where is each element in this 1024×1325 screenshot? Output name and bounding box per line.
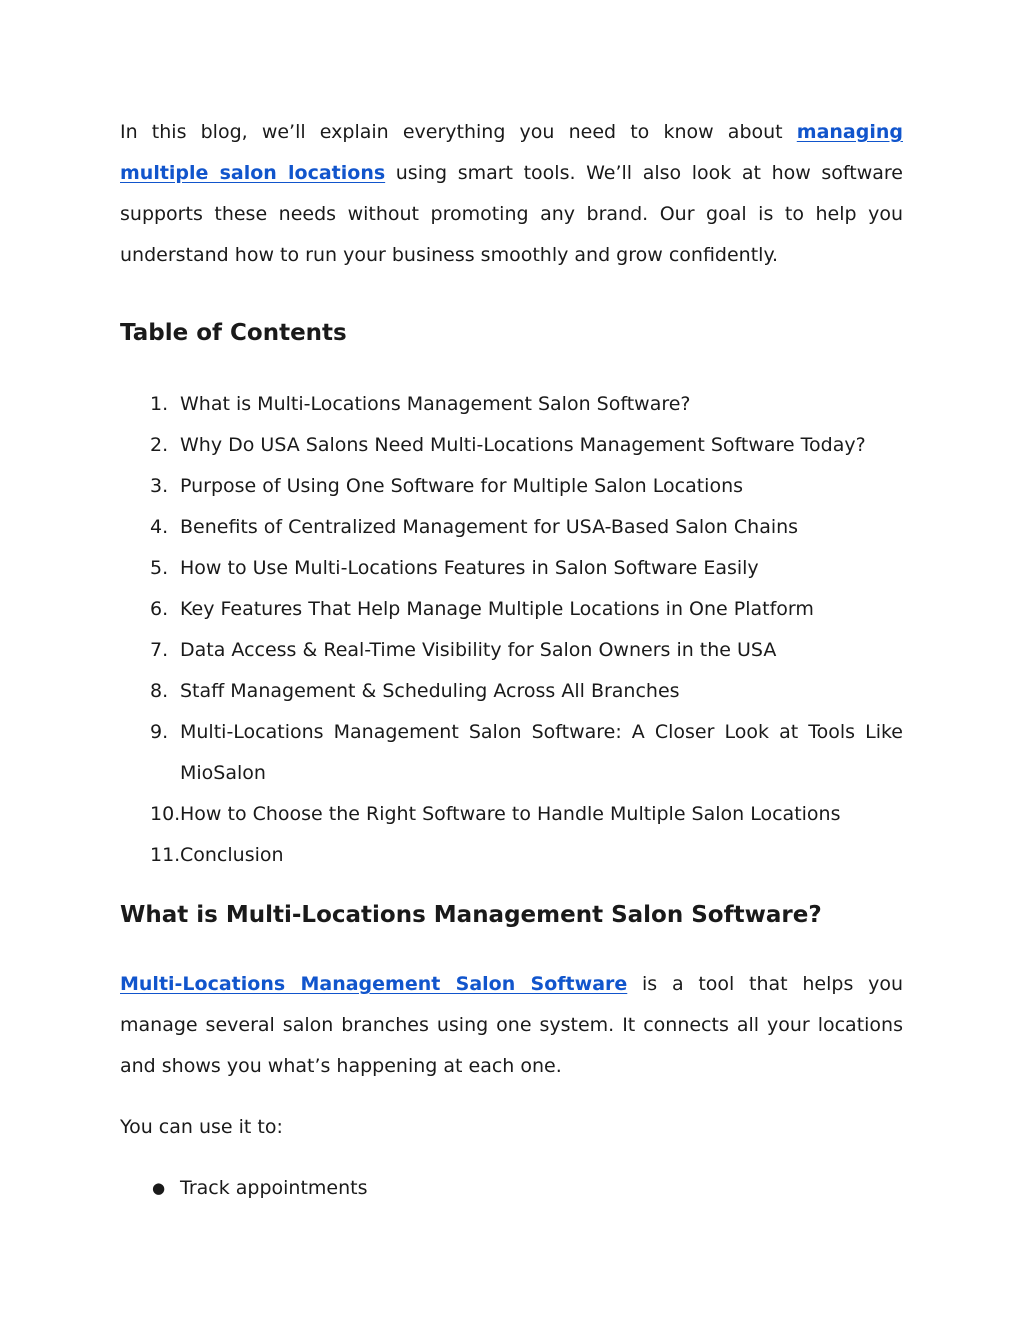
toc-item-number: 1. <box>150 393 169 415</box>
managing-multiple-salon-locations-link[interactable]: managing multiple salon locations <box>120 121 903 184</box>
toc-item <box>120 384 903 425</box>
section-text-after: is a tool that helps you manage several salon branches using one system. It connects all your locations and shows you what’s happening at each one. <box>120 973 903 1077</box>
toc-item-number: 5. <box>150 557 169 579</box>
toc-item-text: Benefits of Centralized Management for USA-Based Salon Chains <box>180 516 799 538</box>
toc-item-number: 11. <box>150 844 181 866</box>
toc-heading: Table of Contents <box>120 320 347 346</box>
toc-item <box>120 589 903 630</box>
bullet-dot-icon: ● <box>152 1179 166 1197</box>
toc-list <box>120 384 903 876</box>
toc-item-text: What is Multi-Locations Management Salon Software? <box>180 393 691 415</box>
toc-item-number: 7. <box>150 639 169 661</box>
toc-item-number: 2. <box>150 434 169 456</box>
toc-item <box>120 466 903 507</box>
toc-item-number: 6. <box>150 598 169 620</box>
toc-item-text: How to Use Multi-Locations Features in Salon Software Easily <box>180 557 759 579</box>
toc-item-text: Why Do USA Salons Need Multi-Locations Management Software Today? <box>180 434 866 456</box>
toc-item-number: 8. <box>150 680 169 702</box>
bullet-item-text: Track appointments <box>180 1177 368 1199</box>
toc-item <box>120 425 903 466</box>
toc-item-text: Conclusion <box>180 844 284 866</box>
intro-text-after: using smart tools. We’ll also look at how software supports these needs without promoting any brand. Our goal is to help you understand how to run your business smoothly and grow confidently. <box>120 162 903 266</box>
bullet-item <box>120 1168 903 1209</box>
multi-locations-software-link[interactable]: Multi-Locations Management Salon Software <box>120 973 628 995</box>
feature-bullet-list <box>120 1168 903 1209</box>
toc-item <box>120 794 903 835</box>
toc-item-number: 9. <box>150 721 169 743</box>
document-page <box>120 112 903 1209</box>
toc-item-number: 4. <box>150 516 169 538</box>
toc-item-text: Purpose of Using One Software for Multiple Salon Locations <box>180 475 744 497</box>
toc-item-text: Data Access & Real-Time Visibility for Salon Owners in the USA <box>180 639 777 661</box>
section-heading: What is Multi-Locations Management Salon Software? <box>120 902 822 928</box>
section-paragraph <box>120 964 903 1087</box>
intro-paragraph <box>120 112 903 276</box>
toc-item <box>120 835 903 876</box>
toc-item <box>120 671 903 712</box>
you-can-use-text: You can use it to: <box>120 1116 283 1138</box>
toc-item <box>120 548 903 589</box>
toc-item-number: 3. <box>150 475 169 497</box>
toc-item-text: How to Choose the Right Software to Handle Multiple Salon Locations <box>180 803 841 825</box>
toc-item <box>120 507 903 548</box>
toc-item-text: Multi-Locations Management Salon Software: A Closer Look at Tools Like MioSalon <box>180 721 903 784</box>
toc-item-number: 10. <box>150 803 181 825</box>
intro-text-before: In this blog, we’ll explain everything you need to know about <box>120 121 797 143</box>
toc-item <box>120 630 903 671</box>
toc-item-text: Staff Management & Scheduling Across All Branches <box>180 680 680 702</box>
toc-item-text: Key Features That Help Manage Multiple Locations in One Platform <box>180 598 814 620</box>
toc-item <box>120 712 903 794</box>
